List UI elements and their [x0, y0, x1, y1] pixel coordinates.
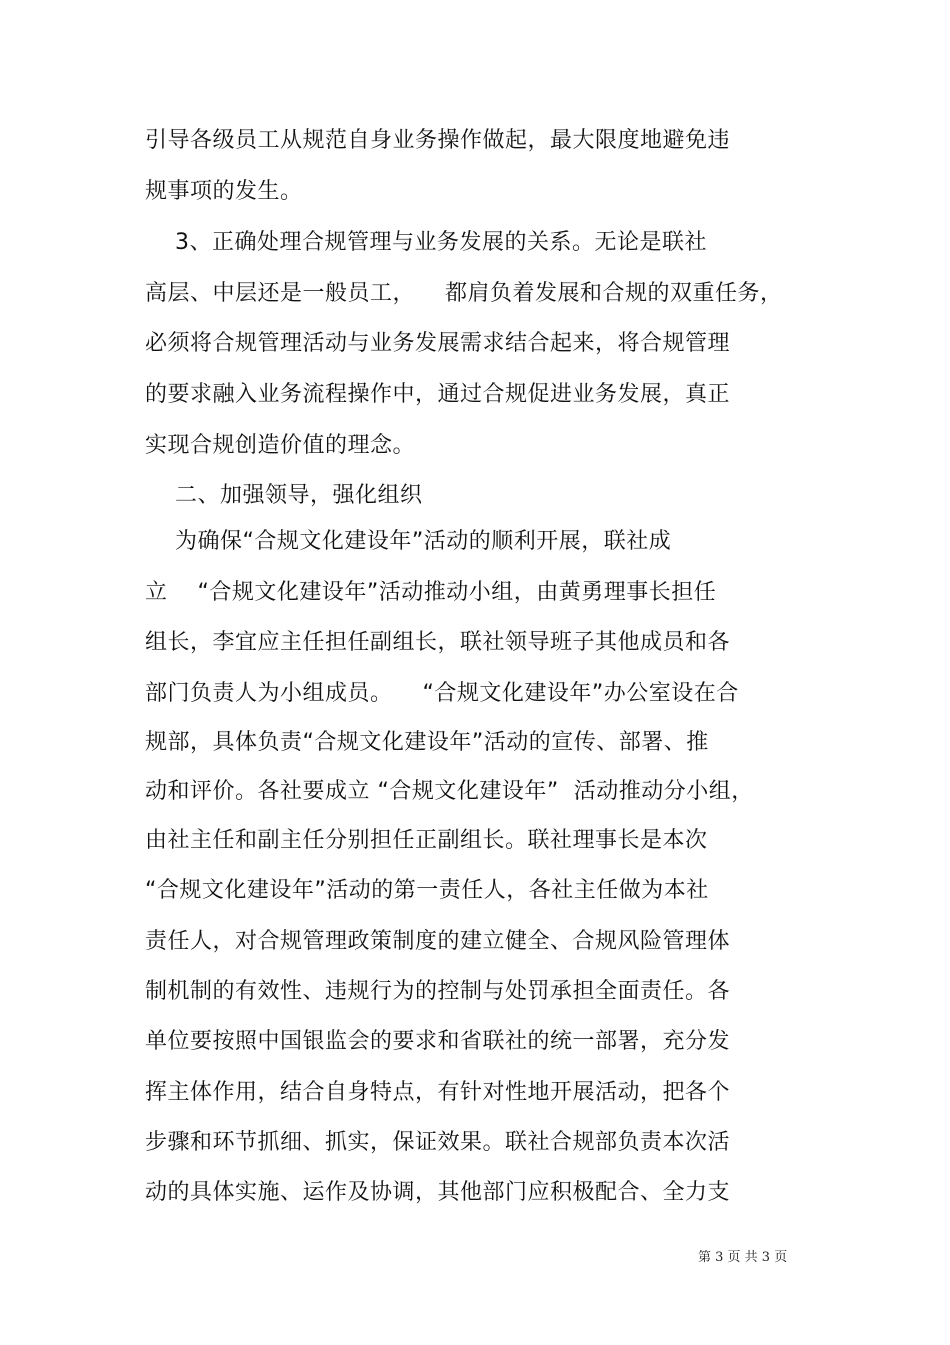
text-line: 规事项的发生。	[145, 179, 303, 204]
text-line: 动和评价。各社要成立 “合规文化建设年” 活动推动分小组，	[145, 779, 754, 804]
text-line: 3、正确处理合规管理与业务发展的关系。无论是联社	[145, 230, 707, 255]
text-line: 责任人，对合规管理政策制度的建立健全、合规风险管理体	[145, 929, 731, 954]
text-line: 立 “合规文化建设年”活动推动小组，由黄勇理事长担任	[145, 580, 717, 605]
text-line: 单位要按照中国银监会的要求和省联社的统一部署，充分发	[145, 1029, 731, 1054]
text-line: 实现合规创造价值的理念。	[145, 433, 416, 458]
text-line: 动的具体实施、运作及协调，其他部门应积极配合、全力支	[145, 1180, 731, 1205]
text-line: “合规文化建设年”活动的第一责任人，各社主任做为本社	[145, 878, 709, 903]
text-line: 部门负责人为小组成员。 “合规文化建设年”办公室设在合	[145, 681, 739, 706]
text-line: 由社主任和副主任分别担任正副组长。联社理事长是本次	[145, 828, 708, 853]
text-line: 制机制的有效性、违规行为的控制与处罚承担全面责任。各	[145, 979, 731, 1004]
text-line: 高层、中层还是一般员工， 都肩负着发展和合规的双重任务，	[145, 281, 783, 306]
section-heading: 二、加强领导，强化组织	[145, 483, 423, 508]
text-line: 规部，具体负责“合规文化建设年”活动的宣传、部署、推	[145, 730, 709, 755]
text-line: 引导各级员工从规范自身业务操作做起，最大限度地避免违	[145, 128, 731, 153]
page-number: 第 3 页 共 3 页	[698, 1250, 788, 1265]
text-line: 必须将合规管理活动与业务发展需求结合起来，将合规管理	[145, 331, 731, 356]
text-line: 步骤和环节抓细、抓实，保证效果。联社合规部负责本次活	[145, 1130, 731, 1155]
text-line: 的要求融入业务流程操作中，通过合规促进业务发展，真正	[145, 382, 731, 407]
text-line: 为确保“合规文化建设年”活动的顺利开展，联社成	[145, 529, 672, 554]
text-line: 挥主体作用，结合自身特点，有针对性地开展活动，把各个	[145, 1080, 731, 1105]
text-line: 组长，李宜应主任担任副组长，联社领导班子其他成员和各	[145, 630, 731, 655]
